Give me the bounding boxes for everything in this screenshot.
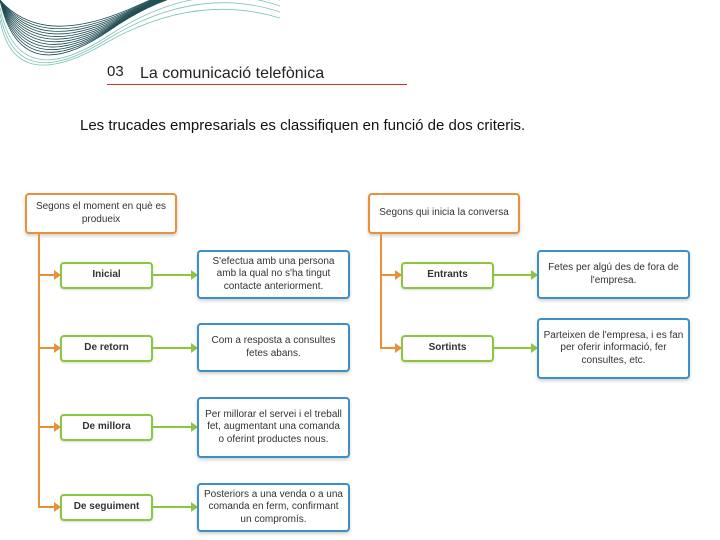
connector-line <box>153 274 191 276</box>
right-criterion-heading: Segons qui inicia la conversa <box>368 193 520 234</box>
description-inicial: S'efectua amb una persona amb la qual no s'ha tingut contacte anteriorment. <box>197 250 350 299</box>
description-de-retorn: Com a resposta a consultes fetes abans. <box>197 323 350 372</box>
section-title: La comunicació telefònica <box>140 65 325 82</box>
left-criterion-heading: Segons el moment en què es produeix <box>25 193 177 234</box>
section-number: 03 <box>107 63 124 80</box>
intro-text: Les trucades empresarials es classifiquen en funció de dos criteris. <box>80 117 526 134</box>
connector-line <box>380 274 395 276</box>
connector-line <box>38 426 54 428</box>
category-de-seguiment: De seguiment <box>60 494 153 521</box>
description-de-millora: Per millorar el servei i el treball fet, augmentant una comanda o oferint productes nous. <box>197 397 350 458</box>
category-de-millora: De millora <box>60 414 153 441</box>
connector-line <box>380 347 395 349</box>
section-title-bar <box>107 62 407 85</box>
category-entrants: Entrants <box>401 262 494 289</box>
connector-line <box>153 506 191 508</box>
connector-line <box>494 274 531 276</box>
connector-line <box>38 347 54 349</box>
category-inicial: Inicial <box>60 262 153 289</box>
right-trunk-line <box>380 234 382 348</box>
description-sortints: Parteixen de l'empresa, i es fan per oferir informació, fer consultes, etc. <box>537 318 690 379</box>
connector-line <box>153 347 191 349</box>
category-de-retorn: De retorn <box>60 335 153 362</box>
connector-line <box>494 347 531 349</box>
description-de-seguiment: Posteriors a una venda o a una comanda en ferm, confirmant un compromís. <box>197 483 350 532</box>
connector-line <box>38 506 54 508</box>
connector-line <box>38 274 54 276</box>
category-sortints: Sortints <box>401 335 494 362</box>
description-entrants: Fetes per algú des de fora de l'empresa. <box>537 250 690 299</box>
connector-line <box>153 426 191 428</box>
